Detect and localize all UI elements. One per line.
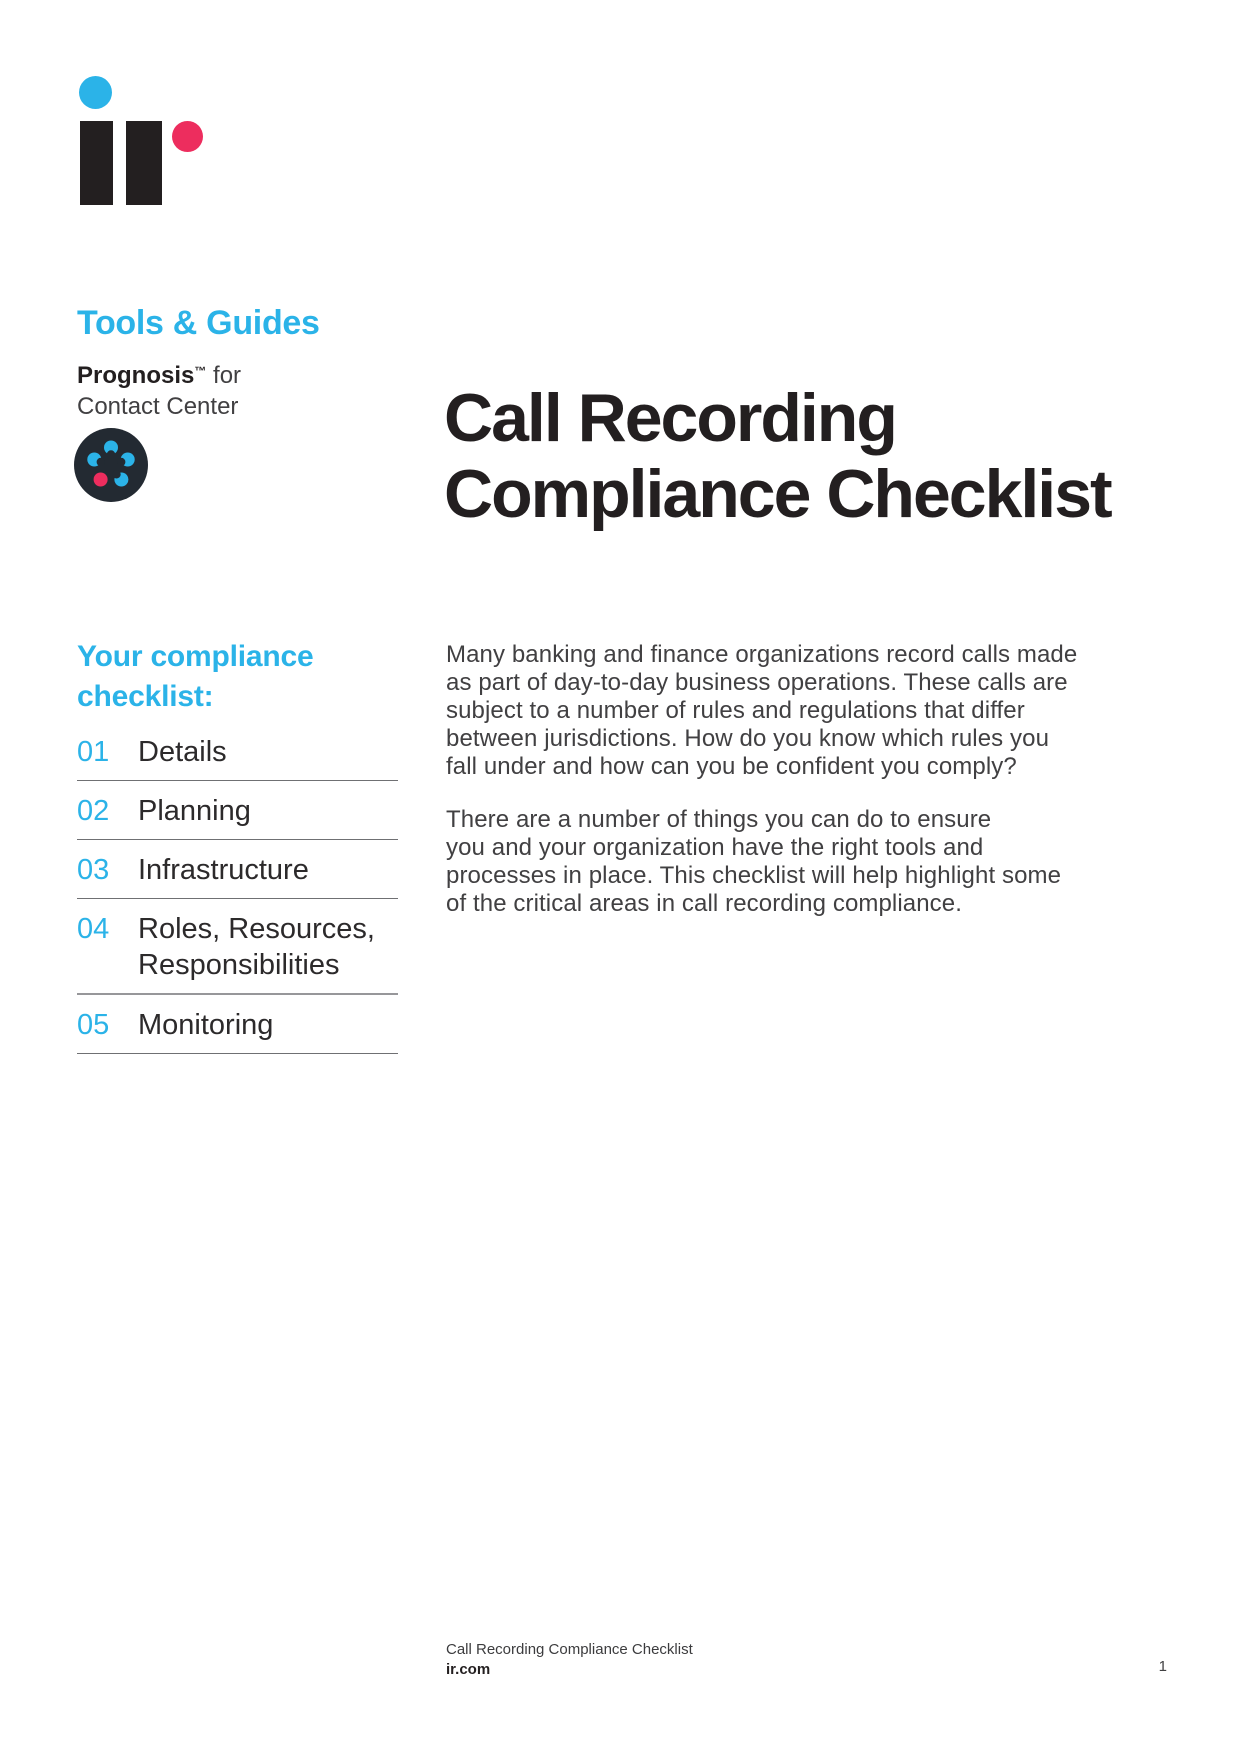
item-label: Monitoring: [138, 1009, 274, 1041]
contact-center-people-icon: [74, 428, 148, 502]
text-line: Many banking and finance organizations record calls made: [446, 641, 1078, 668]
text-line: There are a number of things you can do to ensure: [446, 806, 992, 833]
item-number: 02: [77, 795, 110, 827]
text-line: processes in place. This checklist will help highlight some: [446, 862, 1062, 889]
category-label: Tools & Guides: [77, 304, 320, 342]
sidebar-heading: Your compliance checklist:: [77, 640, 314, 713]
logo-r-stem: [126, 121, 162, 205]
text-line: as part of day-to-day business operations. These calls are: [446, 669, 1068, 696]
page-title: Call Recording Compliance Checklist: [444, 380, 1111, 532]
footer-doc-title: Call Recording Compliance Checklist: [446, 1641, 693, 1658]
text-line: subject to a number of rules and regulations that differ: [446, 697, 1025, 724]
footer: [446, 1640, 693, 1680]
logo-i-stem: [80, 121, 113, 205]
logo-pink-dot-icon: [172, 121, 203, 152]
trademark-symbol: ™: [194, 364, 207, 378]
item-label: Roles, Resources, Responsibilities: [138, 913, 375, 981]
checklist-item-planning: [77, 781, 398, 840]
checklist-item-monitoring: [77, 995, 398, 1054]
checklist-item-roles: [77, 899, 398, 995]
logo-cyan-dot-icon: [79, 76, 112, 109]
intro-text: [446, 641, 1077, 918]
item-number: 03: [77, 854, 110, 886]
product-suffix: for: [206, 362, 242, 389]
item-label: Infrastructure: [138, 854, 309, 886]
text-line: fall under and how can you be confident you comply?: [446, 753, 1017, 780]
footer-site-url: ir.com: [446, 1661, 491, 1678]
checklist-item-details: [77, 722, 398, 781]
product-name-bold: Prognosis: [77, 362, 195, 389]
checklist-item-infrastructure: [77, 840, 398, 899]
intro-paragraph-1: [446, 641, 1077, 781]
item-label: Details: [138, 736, 227, 768]
page-number: 1: [1158, 1658, 1167, 1675]
text-line: you and your organization have the right tools and: [446, 834, 984, 861]
item-label: Planning: [138, 795, 251, 827]
item-number: 05: [77, 1009, 110, 1041]
text-line: between jurisdictions. How do you know which rules you: [446, 725, 1050, 752]
text-line: of the critical areas in call recording compliance.: [446, 890, 963, 917]
intro-paragraph-2: [446, 806, 1077, 918]
product-line2: Contact Center: [77, 393, 239, 420]
product-name: [77, 362, 241, 421]
item-number: 04: [77, 913, 110, 945]
item-number: 01: [77, 736, 110, 768]
compliance-checklist: [77, 722, 398, 1054]
